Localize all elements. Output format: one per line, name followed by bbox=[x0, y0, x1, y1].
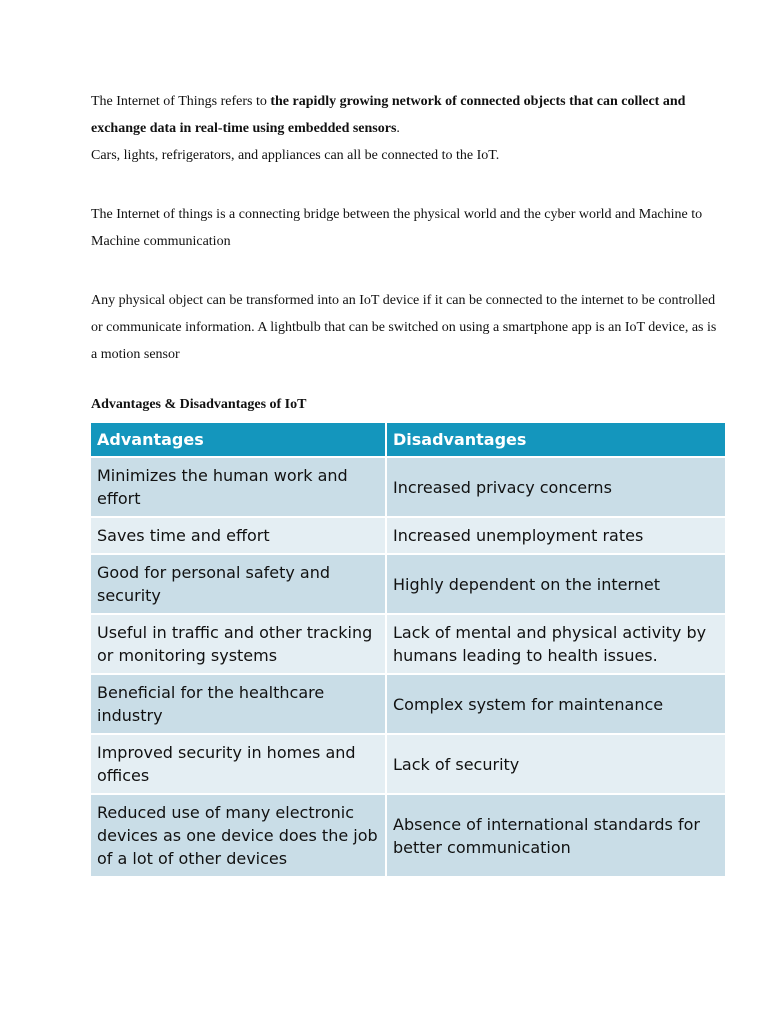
disadvantage-cell: Increased unemployment rates bbox=[387, 518, 725, 555]
intro-lead: The Internet of Things refers to bbox=[91, 94, 271, 109]
disadvantage-cell: Complex system for maintenance bbox=[387, 675, 725, 735]
table-title: Advantages & Disadvantages of IoT bbox=[91, 397, 307, 412]
iot-examples-paragraph: Cars, lights, refrigerators, and appliances can all be connected to the IoT. bbox=[91, 148, 500, 163]
disadvantage-cell: Highly dependent on the internet bbox=[387, 555, 725, 615]
disadvantage-cell: Increased privacy concerns bbox=[387, 458, 725, 518]
iot-device-paragraph: Any physical object can be transformed into an IoT device if it can be connected to the internet to be controlled or communicate information. A lightbulb that can be switched on using a smartphone app is an IoT device, as is a motion sensor bbox=[91, 293, 717, 362]
table-header-row bbox=[91, 423, 725, 458]
table-row bbox=[91, 458, 725, 518]
disadvantage-cell: Absence of international standards for better communication bbox=[387, 795, 725, 878]
intro-bold-definition: the rapidly growing network of connected objects that can collect and exchange data in real-time using embedded sensors bbox=[91, 94, 686, 136]
advantage-cell: Saves time and effort bbox=[91, 518, 387, 555]
iot-bridge-paragraph: The Internet of things is a connecting bridge between the physical world and the cyber world and Machine to Machine communication bbox=[91, 207, 703, 249]
advantage-cell: Reduced use of many electronic devices as one device does the job of a lot of other devices bbox=[91, 795, 387, 878]
advantages-disadvantages-table bbox=[91, 423, 725, 878]
intro-paragraph bbox=[91, 88, 725, 142]
advantage-cell: Beneficial for the healthcare industry bbox=[91, 675, 387, 735]
advantage-cell: Improved security in homes and offices bbox=[91, 735, 387, 795]
advantage-cell: Good for personal safety and security bbox=[91, 555, 387, 615]
table-row bbox=[91, 795, 725, 878]
table-row bbox=[91, 735, 725, 795]
advantage-cell: Minimizes the human work and effort bbox=[91, 458, 387, 518]
document-page bbox=[91, 88, 725, 878]
disadvantage-cell: Lack of mental and physical activity by humans leading to health issues. bbox=[387, 615, 725, 675]
table-row bbox=[91, 555, 725, 615]
intro-tail: . bbox=[396, 121, 400, 136]
table-row bbox=[91, 615, 725, 675]
advantage-cell: Useful in traffic and other tracking or monitoring systems bbox=[91, 615, 387, 675]
table-row bbox=[91, 675, 725, 735]
header-advantages: Advantages bbox=[91, 423, 387, 458]
table-row bbox=[91, 518, 725, 555]
disadvantage-cell: Lack of security bbox=[387, 735, 725, 795]
header-disadvantages: Disadvantages bbox=[387, 423, 725, 458]
